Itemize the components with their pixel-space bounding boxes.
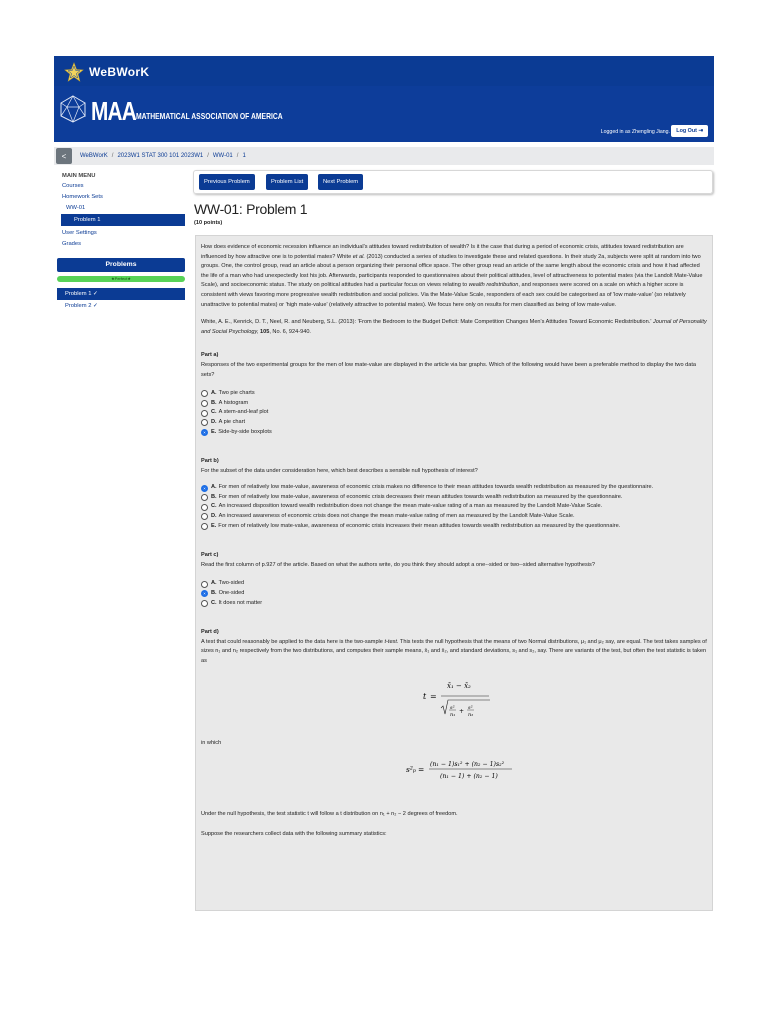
- radio-button[interactable]: [201, 600, 208, 607]
- citation: White, A. E., Kenrick, D. T., Neel, R. and Neuberg, S.L. (2013): 'From the Bedroom to the Budget Deficit: Mate Competition Changes Men's Attitudes Toward Economic Redistribution.' Journal of Personality and Social Psychology, 105, No. 6, 924-940.: [201, 319, 707, 335]
- radio-button[interactable]: [201, 494, 208, 501]
- part-d-text: A test that could reasonably be applied to the data here is the two-sample t-test. This tests the null hypothesis that the means of two Normal distributions, μ₁ and μ₂ say, are equal. The test takes samples of sizes n₁ and n₂ respectively from the two distributions, and computes their sample means, x̄₁ and x̄₂, and standard deviations, s₁ and s₂, say. There are variants of the test, but often the test statistic is taken as: [201, 638, 707, 664]
- part-a-option[interactable]: C. A stem-and-leaf plot: [201, 408, 707, 418]
- part-a-header: Part a): [201, 352, 219, 359]
- part-a-option[interactable]: A. Two pie charts: [201, 389, 707, 399]
- part-a-option[interactable]: D. A pie chart: [201, 418, 707, 428]
- t-statistic-formula: [201, 675, 707, 725]
- svg-text:t: t: [423, 691, 427, 701]
- problem-nav: [193, 170, 713, 194]
- webwork-header: [54, 56, 714, 142]
- webwork-logo[interactable]: [64, 62, 149, 82]
- summary-stats-intro: Suppose the researchers collect data with the following summary statistics:: [201, 830, 387, 837]
- svg-text:s²: s²: [450, 704, 455, 711]
- problem-list-item-2[interactable]: Problem 2 ✓: [65, 303, 98, 309]
- page-title: WW-01: Problem 1: [194, 201, 308, 217]
- part-b-option[interactable]: E. For men of relatively low mate-value, awareness of economic crisis increases their mean attitudes towards wealth redistribution as measured by the questionnaire.: [201, 522, 707, 532]
- svg-text:=: =: [430, 691, 437, 701]
- breadcrumb-separator: /: [236, 153, 239, 159]
- part-b-option[interactable]: A. For men of relatively low mate-value, awareness of economic crisis makes no difference to their mean attitudes towards wealth redistribution as measured by the questionnaire.: [201, 483, 707, 493]
- sidebar-item-user-settings[interactable]: User Settings: [62, 229, 97, 236]
- formula-t-statistic: [423, 675, 493, 721]
- part-a-option[interactable]: B. A histogram: [201, 399, 707, 409]
- radio-button[interactable]: [201, 590, 208, 597]
- part-b-option[interactable]: C. An increased disposition toward wealth redistribution does not change the mean mate-value rating of a man as measured by the Landolt Mate-Value Scale.: [201, 502, 707, 512]
- pooled-variance-formula: [201, 756, 707, 790]
- previous-problem-button[interactable]: Previous Problem: [199, 174, 255, 190]
- svg-text:x̄₁ − x̄₂: x̄₁ − x̄₂: [447, 681, 471, 690]
- radio-button[interactable]: [201, 410, 208, 417]
- problem-points: (10 points): [194, 220, 223, 226]
- problem-list-button[interactable]: Problem List: [266, 174, 308, 190]
- problem-body: [195, 235, 713, 911]
- progress-bar-perfect: ★Perfect★: [57, 276, 185, 282]
- logout-button[interactable]: [671, 125, 708, 137]
- main-menu-heading: MAIN MENU: [62, 173, 96, 179]
- sidebar-item-ww01[interactable]: WW-01: [66, 204, 86, 211]
- breadcrumb-separator: /: [111, 153, 114, 159]
- in-which-text: in which: [201, 739, 222, 746]
- svg-text:n₁: n₁: [450, 711, 456, 718]
- part-a-question: Responses of the two experimental groups for the men of low mate-value are displayed in the article via bar graphs. Which of the following would have been a preferable method to display the two data sets?: [201, 361, 697, 378]
- radio-button[interactable]: [201, 390, 208, 397]
- sidebar-item-courses[interactable]: Courses: [62, 182, 84, 189]
- login-status: Logged in as Zhengling Jiang.: [600, 129, 670, 135]
- radio-button[interactable]: [201, 581, 208, 588]
- part-c-option[interactable]: A. Two-sided: [201, 579, 707, 589]
- sidebar-item-homework-sets[interactable]: Homework Sets: [62, 193, 103, 200]
- part-c-option[interactable]: B. One-sided: [201, 589, 707, 599]
- logout-icon: ⇥: [698, 128, 703, 134]
- radio-button[interactable]: [201, 400, 208, 407]
- problems-panel-header: Problems: [57, 258, 185, 272]
- problem-list: [57, 288, 185, 312]
- breadcrumb-trail: [80, 153, 246, 159]
- svg-text:(n₁ − 1) + (n₂ − 1): (n₁ − 1) + (n₂ − 1): [440, 773, 498, 781]
- formula-pooled-variance: [406, 756, 516, 786]
- null-distribution-text: Under the null hypothesis, the test statistic t will follow a t distribution on n₁ + n₂ − 2 degrees of freedom.: [201, 811, 458, 818]
- maa-icosahedron-icon: [58, 94, 88, 124]
- breadcrumb-item-webwork[interactable]: WeBWorK: [80, 153, 108, 159]
- webwork-star-icon: [64, 62, 84, 82]
- radio-button[interactable]: [201, 504, 208, 511]
- sidebar-item-problem-1[interactable]: Problem 1: [61, 214, 185, 226]
- chevron-left-icon: <: [61, 151, 67, 161]
- radio-button[interactable]: [201, 523, 208, 530]
- svg-text:+: +: [459, 707, 465, 715]
- part-b-header: Part b): [201, 458, 219, 465]
- part-c-option[interactable]: C. It does not matter: [201, 599, 707, 609]
- part-c-header: Part c): [201, 552, 219, 559]
- radio-button[interactable]: [201, 429, 208, 436]
- part-a-options: [201, 389, 707, 437]
- part-c-options: [201, 579, 707, 608]
- breadcrumb-item-problem: 1: [242, 153, 246, 159]
- breadcrumb: [54, 147, 714, 165]
- svg-text:s²: s²: [468, 704, 473, 711]
- svg-text:=: =: [418, 765, 425, 775]
- radio-button[interactable]: [201, 419, 208, 426]
- svg-text:(n₁ − 1)s₁² + (n₂ − 1)s₂²: (n₁ − 1)s₁² + (n₂ − 1)s₂²: [430, 761, 505, 769]
- problem-intro: How does evidence of economic recession influence an individual's attitudes toward redistribution of wealth? Is it the case that during a period of economic crisis, attitudes toward redistribution are influenced by how attractive one is to potential mates? White et al. (2013) conducted a series of studies to investigate these and related questions. In their study 2a, subjects were split at random into two groups. One, the control group, read an article about a person organizing their personal office space. The other group read an article of the same length about the economic crisis and how it had affected the life of a man who had unexpectedly lost his job. Afterwards, participants responded to questionnaires about their political attitudes, level of attractiveness to potential mates (via the Landolt Mate-Value Scale), and socioeconomic status. The study on political attitudes had a particular focus on views relating to wealth redistribution, and responses were scored on a scale on which a higher score is consistent with views favoring more progressive wealth redistribution and social policies. Via the Mate-Value Scale, responders of each sex could be categorised as of 'low mate-value' (so relatively unattractive to potential mates) or 'high mate-value' (relatively attractive to potential mates). We focus here only on results for men classified as being of low mate-value.: [201, 244, 703, 308]
- radio-button[interactable]: [201, 513, 208, 520]
- part-b-option[interactable]: D. An increased awareness of economic crisis does not change the mean mate-value rating of men as measured by the Landolt Mate-Value Scale.: [201, 512, 707, 522]
- part-b-option[interactable]: B. For men of relatively low mate-value, awareness of economic crisis decreases their mean attitudes towards wealth redistribution as measured by the questionnaire.: [201, 493, 707, 503]
- svg-text:n₂: n₂: [468, 711, 474, 718]
- next-problem-button[interactable]: Next Problem: [318, 174, 363, 190]
- part-b-options: [201, 483, 707, 531]
- radio-button[interactable]: [201, 485, 208, 492]
- maa-long-name: MATHEMATICAL ASSOCIATION OF AMERICA: [136, 111, 283, 121]
- maa-logo: [58, 94, 320, 124]
- sidebar: [57, 172, 185, 312]
- breadcrumb-separator: /: [207, 153, 209, 159]
- breadcrumb-item-set[interactable]: WW-01: [212, 153, 233, 159]
- part-a-option[interactable]: E. Side-by-side boxplots: [201, 428, 707, 438]
- part-b-question: For the subset of the data under consideration here, which best describes a sensible null hypothesis of interest?: [201, 467, 478, 474]
- sidebar-item-grades[interactable]: Grades: [62, 240, 82, 247]
- svg-text:s²ₚ: s²ₚ: [406, 765, 416, 775]
- webwork-wordmark: WeBWorK: [89, 65, 150, 79]
- breadcrumb-item-course[interactable]: 2023W1 STAT 300 101 2023W1: [117, 153, 204, 159]
- part-c-question: Read the first column of p.927 of the article. Based on what the authors write, do you think they should adopt a one--sided or two--sided alternative hypothesis?: [201, 561, 595, 568]
- back-button[interactable]: [56, 148, 72, 164]
- part-d-header: Part d): [201, 629, 219, 636]
- logout-label: Log Out: [676, 128, 697, 134]
- maa-short-name: MAA: [91, 96, 136, 126]
- problem-list-item-1[interactable]: Problem 1 ✓: [57, 288, 185, 300]
